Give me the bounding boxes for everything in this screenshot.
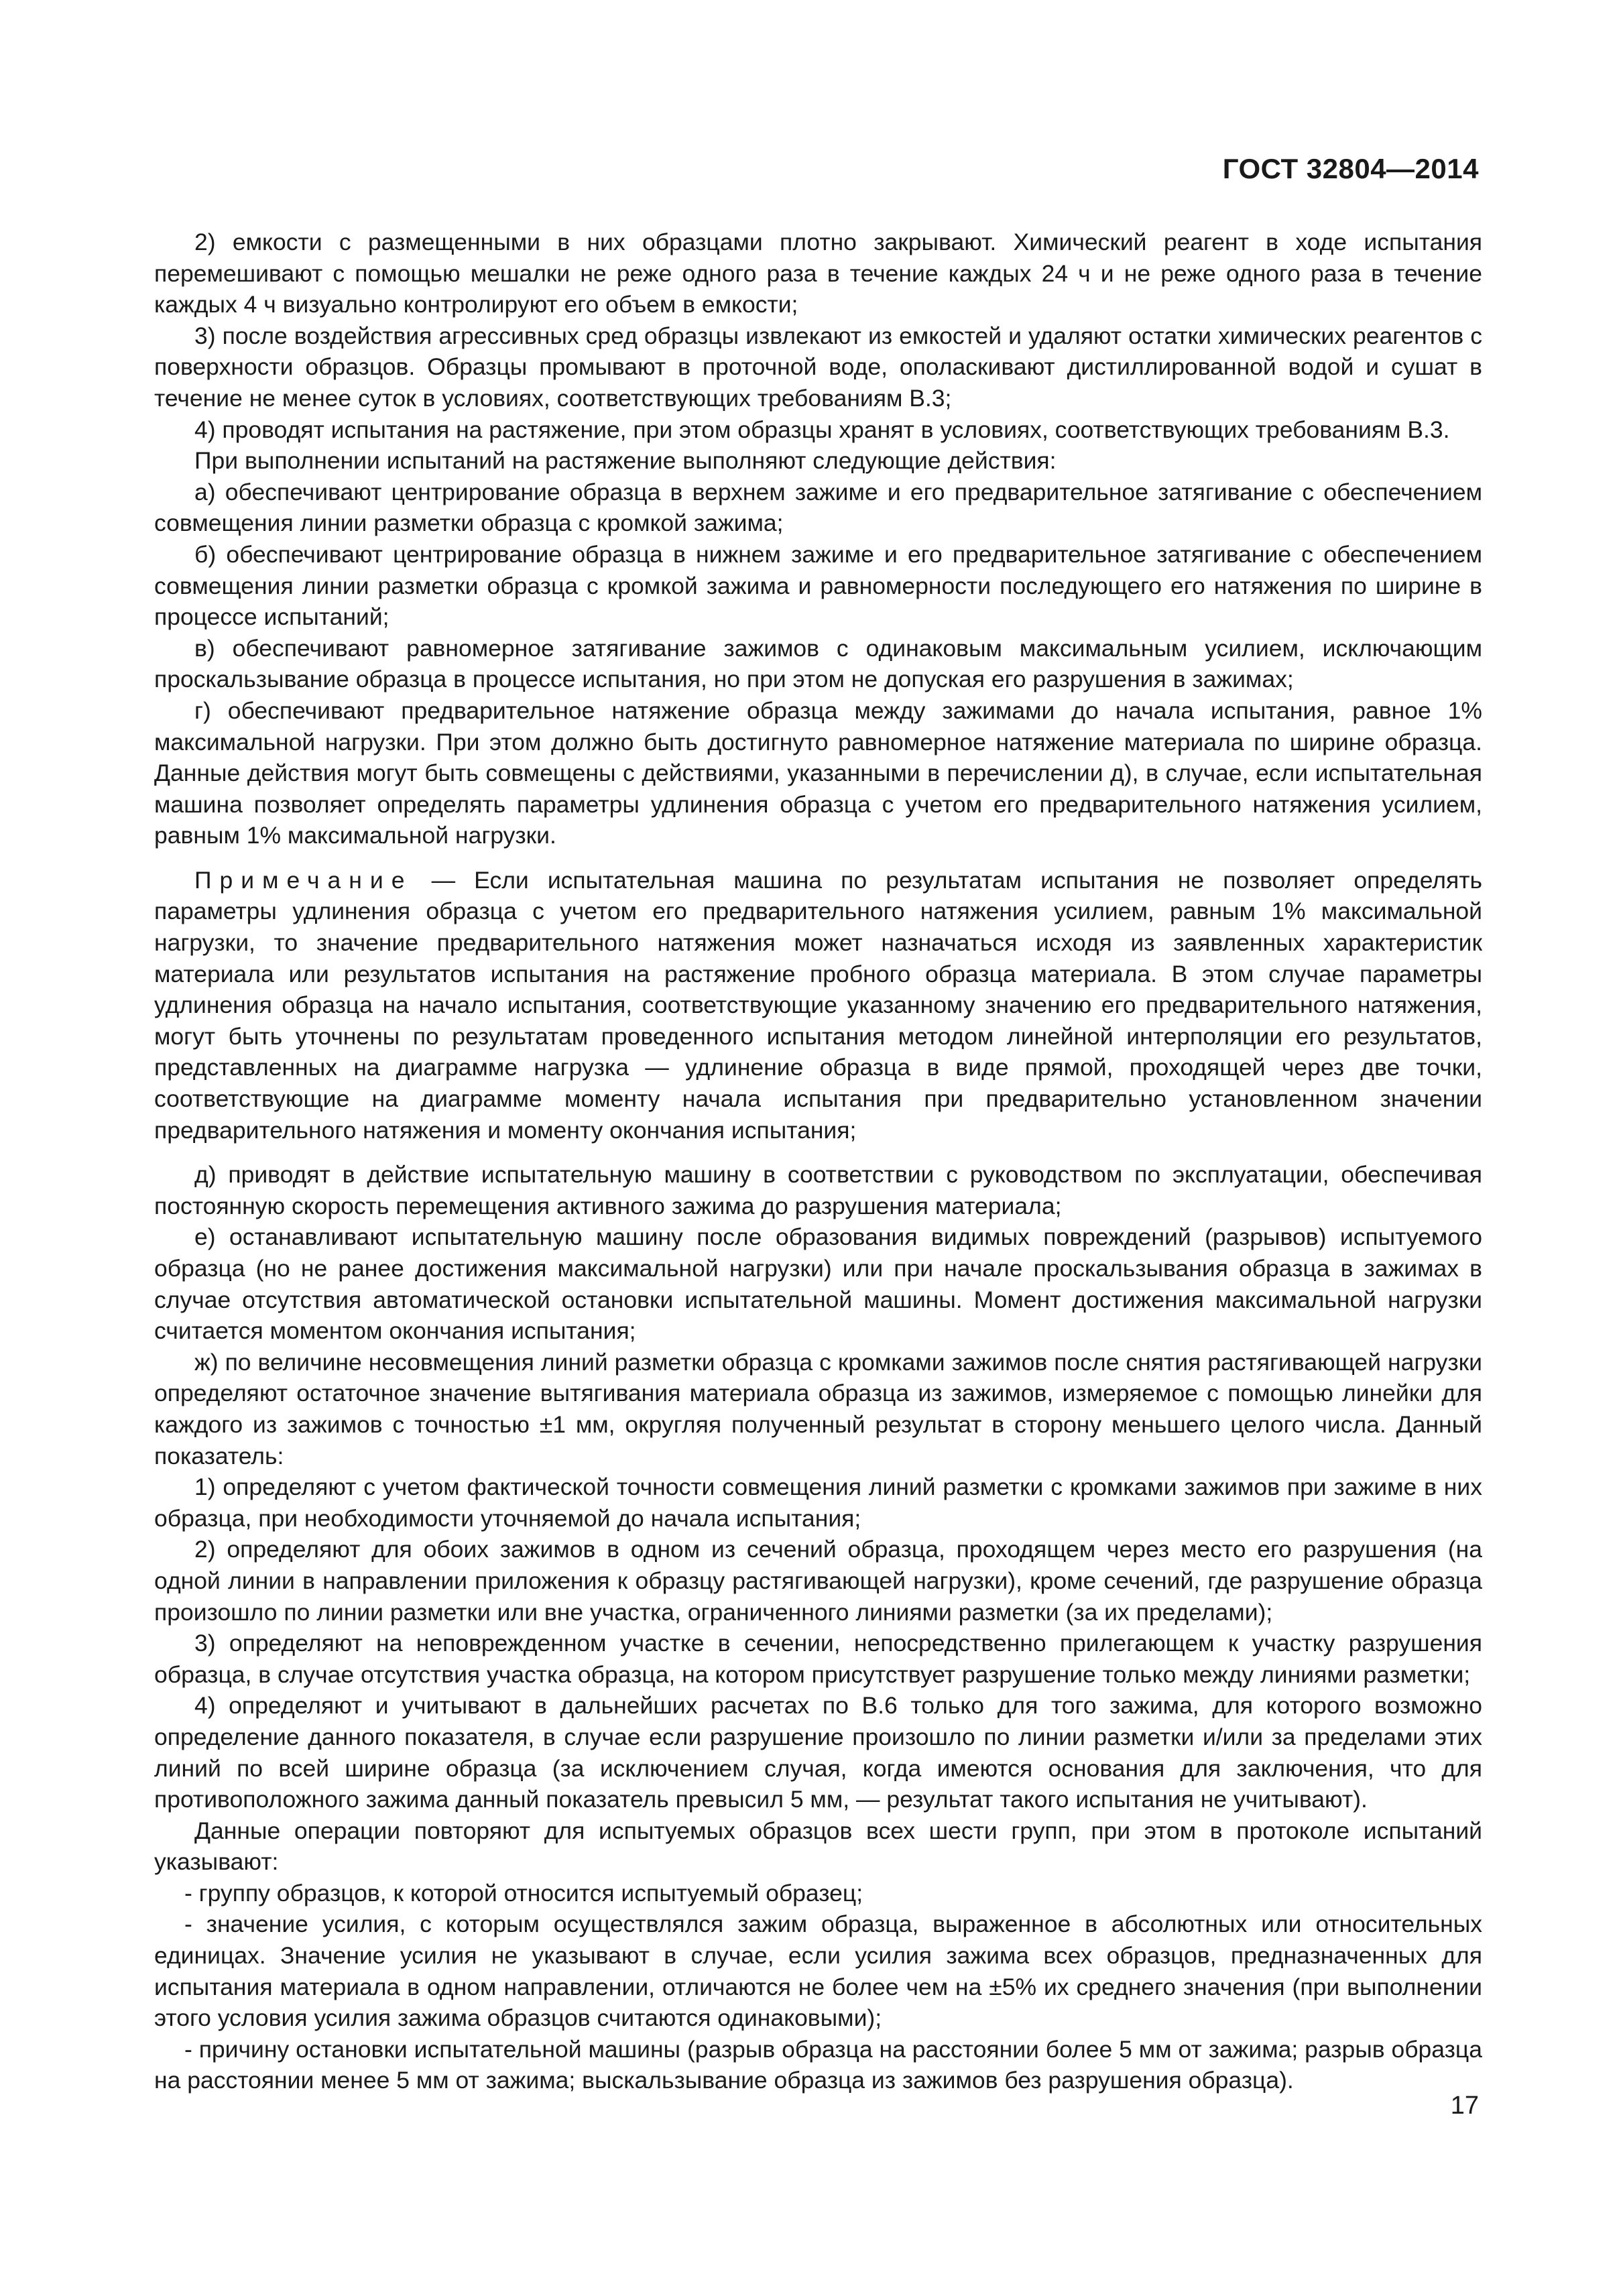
paragraph: д) приводят в действие испытательную машину в соответствии с руководством по эксплуатации, обеспечивая постоянную скорость перемещения активного зажима до разрушения материала; (154, 1161, 1482, 1219)
document-header: ГОСТ 32804—2014 (1222, 153, 1479, 184)
document-body (154, 227, 1482, 2096)
page-number: 17 (1450, 2092, 1479, 2120)
paragraph: 3) после воздействия агрессивных сред образцы извлекают из емкостей и удаляют остатки химических реагентов с поверхности образцов. Образцы промывают в проточной воде, ополаскивают дистиллированной водой и сушат в течение не менее суток в условиях, соответствующих требованиям В.3; (154, 322, 1482, 412)
list-item: - группу образцов, к которой относится испытуемый образец; (184, 1879, 863, 1907)
paragraph: 4) определяют и учитывают в дальнейших расчетах по В.6 только для того зажима, для которого возможно определение данного показателя, в случае если разрушение произошло по линии разметки и/или за пределами этих линий по всей ширине образца (за исключением случая, когда имеются основания для заключения, что для противоположного зажима данный показатель превысил 5 мм, — результат такого испытания не учитывают). (154, 1692, 1482, 1813)
list-item: - причину остановки испытательной машины (разрыв образца на расстоянии более 5 мм от зажима; разрыв образца на расстоянии менее 5 мм от зажима; выскальзывание образца из зажимов без разрушения образца). (154, 2035, 1482, 2094)
paragraph: 3) определяют на неповрежденном участке в сечении, непосредственно прилегающем к участку разрушения образца, в случае отсутствия участка образца, на котором присутствует разрушение только между линиями разметки; (154, 1630, 1482, 1688)
paragraph: 2) емкости с размещенными в них образцами плотно закрывают. Химический реагент в ходе испытания перемешивают с помощью мешалки не реже одного раза в течение каждых 24 ч и не реже одного раза в течение каждых 4 ч визуально контролируют его объем в емкости; (154, 229, 1482, 318)
paragraph: При выполнении испытаний на растяжение выполняют следующие действия: (194, 447, 1057, 475)
note-label: Примечание (194, 866, 413, 894)
paragraph: г) обеспечивают предварительное натяжение образца между зажимами до начала испытания, равное 1% максимальной нагрузки. При этом должно быть достигнуто равномерное натяжение материала по ширине образца. Данные действия могут быть совмещены с действиями, указанными в перечислении д), в случае, если испытательная машина позволяет определять параметры удлинения образца с учетом его предварительного натяжения усилием, равным 1% максимальной нагрузки. (154, 697, 1482, 849)
paragraph: Данные операции повторяют для испытуемых образцов всех шести групп, при этом в протоколе испытаний указывают: (154, 1817, 1482, 1876)
paragraph: 4) проводят испытания на растяжение, при этом образцы хранят в условиях, соответствующих требованиям В.3. (194, 416, 1450, 443)
paragraph: ж) по величине несовмещения линий разметки образца с кромками зажимов после снятия растягивающей нагрузки определяют остаточное значение вытягивания материала образца из зажимов, измеряемое с помощью линейки для каждого из зажимов с точностью ±1 мм, округляя полученный результат в сторону меньшего целого числа. Данный показатель: (154, 1348, 1482, 1469)
paragraph: в) обеспечивают равномерное затягивание зажимов с одинаковым максимальным усилием, исключающим проскальзывание образца в процессе испытания, но при этом не допуская его разрушения в зажимах; (154, 634, 1482, 693)
note-dash: — (412, 866, 475, 894)
paragraph: 2) определяют для обоих зажимов в одном из сечений образца, проходящем через место его разрушения (на одной линии в направлении приложения к образцу растягивающей нагрузки), кроме сечений, где разрушение образца произошло по линии разметки или вне участка, ограниченного линиями разметки (за их пределами); (154, 1536, 1482, 1626)
paragraph: е) останавливают испытательную машину после образования видимых повреждений (разрывов) испытуемого образца (но не ранее достижения максимальной нагрузки) или при начале проскальзывания образца в зажимах в случае отсутствия автоматической остановки испытательной машины. Момент достижения максимальной нагрузки считается моментом окончания испытания; (154, 1223, 1482, 1345)
paragraph: б) обеспечивают центрирование образца в нижнем зажиме и его предварительное затягивание с обеспечением совмещения линии разметки образца с кромкой зажима и равномерности последующего его натяжения по ширине в процессе испытаний; (154, 540, 1482, 631)
paragraph: а) обеспечивают центрирование образца в верхнем зажиме и его предварительное затягивание с обеспечением совмещения линии разметки образца с кромкой зажима; (154, 478, 1482, 537)
note-text: Если испытательная машина по результатам испытания не позволяет определять параметры удлинения образца с учетом его предварительного натяжения усилием, равным 1% максимальной нагрузки, то значение предварительного натяжения может назначаться исходя из заявленных характеристик материала или результатов испытания на растяжение пробного образца материала. В этом случае параметры удлинения образца на начало испытания, соответствующие указанному значению его предварительного натяжения, могут быть уточнены по результатам проведенного испытания методом линейной интерполяции его результатов, представленных на диаграмме нагрузка — удлинение образца в виде прямой, проходящей через две точки, соответствующие на диаграмме моменту начала испытания при предварительно установленном значении предварительного натяжения и моменту окончания испытания; (154, 866, 1483, 1144)
paragraph: 1) определяют с учетом фактической точности совмещения линий разметки с кромками зажимов при зажиме в них образца, при необходимости уточняемой до начала испытания; (154, 1473, 1482, 1532)
note-paragraph (154, 865, 1482, 1146)
list-item: - значение усилия, с которым осуществлялся зажим образца, выраженное в абсолютных или относительных единицах. Значение усилия не указывают в случае, если усилия зажима всех образцов, предназначенных для испытания материала в одном направлении, отличаются не более чем на ±5% их среднего значения (при выполнении этого условия усилия зажима образцов считаются одинаковыми); (154, 1911, 1482, 2032)
